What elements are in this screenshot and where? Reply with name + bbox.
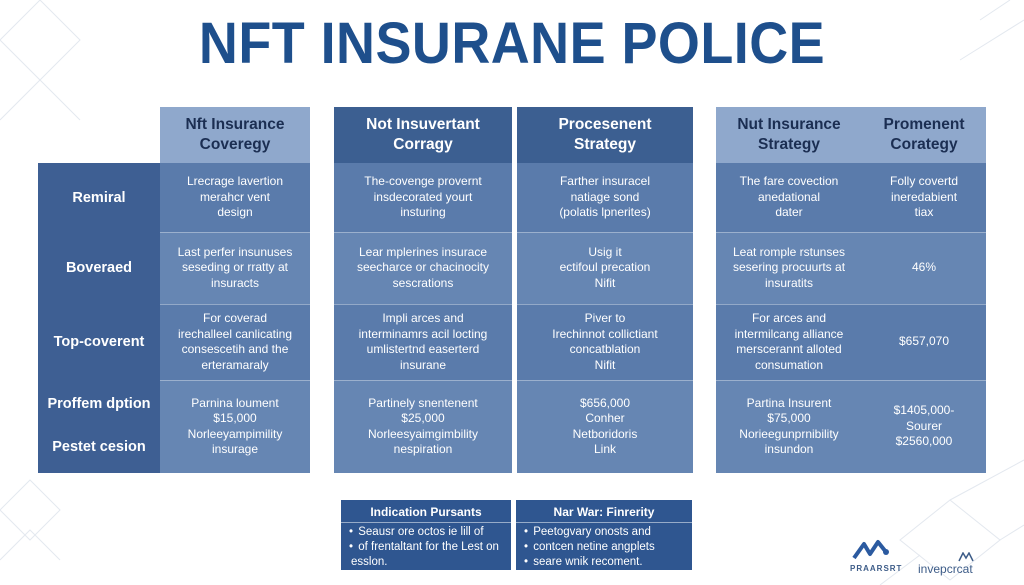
cell-line: insurane	[399, 357, 447, 372]
cell-line: Lear mplerines insurace	[358, 244, 488, 259]
bullet: •	[524, 526, 532, 538]
row-label: Proffem dption	[47, 396, 151, 412]
info-box-title: Nar War: Finrerity	[553, 505, 655, 519]
info-box-line-text: of frentaltant for the Lest on	[358, 541, 499, 553]
cell-line: Piver to	[584, 311, 626, 325]
cell-line: Lrecrage lavertion	[186, 174, 284, 189]
table-cell	[517, 380, 693, 473]
cell-line: Usig it	[588, 244, 622, 259]
cell-line: consescetih and the	[181, 342, 289, 356]
cell-line: insturing	[400, 205, 446, 220]
cell-line: Parnina loument	[191, 395, 279, 410]
cell-line: Partina Insurent	[746, 395, 832, 410]
cell-line: insurage	[211, 442, 259, 456]
info-box-line	[349, 525, 507, 540]
bullet: •	[349, 541, 357, 553]
info-box-line	[349, 555, 507, 570]
cell-line: ineredabient	[890, 189, 958, 204]
cell-line: sescrations	[392, 275, 454, 290]
row-divider	[862, 232, 986, 233]
row-divider	[517, 304, 693, 305]
cell-line: concatblation	[569, 342, 641, 356]
row-divider	[160, 304, 310, 305]
cell-line: Link	[593, 442, 616, 456]
cell-line: Leat romple rstunses	[732, 244, 846, 259]
row-divider	[517, 380, 693, 381]
cell-line: For coverad	[202, 311, 268, 325]
table-cell	[334, 232, 512, 304]
table-cell	[716, 232, 862, 304]
cell-line: $656,000	[579, 395, 631, 410]
row-divider	[334, 232, 512, 233]
column-header-line: Nut Insurance	[737, 116, 841, 133]
cell-line: insdecorated yourt	[373, 189, 473, 204]
row-label: Top-coverent	[53, 334, 145, 350]
cell-line: Impli arces and	[382, 311, 464, 325]
table-cell	[160, 163, 310, 232]
row-divider	[716, 304, 862, 305]
info-box-line-text: seare wnik recoment.	[533, 556, 643, 568]
cell-line: For arces and	[751, 311, 827, 325]
cell-line: Farther insuracel	[559, 174, 651, 189]
table-cell	[862, 163, 986, 232]
cell-line: dater	[775, 205, 803, 220]
column-header-line: Not Insuvertant	[366, 116, 480, 133]
column-header-line: Coveregy	[199, 136, 271, 153]
column-header-line: Procesenent	[558, 116, 652, 133]
column-header	[862, 107, 986, 163]
cell-line: insundon	[764, 442, 814, 456]
cell-line: intermilcang alliance	[734, 326, 844, 341]
info-box-line-text: esslon.	[351, 556, 388, 568]
column-header	[334, 107, 512, 163]
cell-line: 46%	[911, 260, 937, 275]
column-header	[160, 107, 310, 163]
cell-line: Norleesyaimgimbility	[367, 426, 479, 441]
column-header-line: Promenent	[883, 116, 965, 133]
bullet: •	[524, 541, 532, 553]
cell-line: $2560,000	[895, 434, 953, 449]
cell-line: natiage sond	[570, 189, 640, 204]
cell-line: design	[217, 205, 253, 220]
cell-line: $25,000	[401, 411, 445, 425]
cell-line: Last perfer insunuses	[177, 244, 293, 259]
cell-line: erteramaraly	[201, 357, 269, 372]
cell-line: $75,000	[767, 411, 811, 425]
cell-line: Norieegunprnibility	[739, 426, 839, 441]
table-cell	[517, 163, 693, 232]
info-box-line-text: contcen netine angplets	[533, 541, 655, 553]
partner-logo-icon	[958, 552, 974, 562]
cell-line: Conher	[585, 411, 625, 425]
cell-line: seseding or rratty at	[181, 260, 289, 275]
row-label: Boveraed	[65, 260, 133, 276]
cell-line: seecharce or chacinocity	[356, 260, 490, 275]
cell-line: insuratits	[764, 275, 814, 290]
cell-line: merahcr vent	[199, 189, 271, 204]
info-box-line	[524, 525, 688, 540]
row-divider	[862, 304, 986, 305]
row-divider	[160, 380, 310, 381]
cell-line: ectifoul precation	[559, 260, 651, 275]
cell-line: Nifit	[594, 275, 616, 290]
table-cell	[160, 232, 310, 304]
table-cell	[862, 380, 986, 473]
row-divider	[160, 232, 310, 233]
row-divider	[334, 304, 512, 305]
cell-line: insuracts	[210, 275, 260, 290]
cell-line: The fare covection	[739, 174, 839, 189]
cell-line: The-covenge provernt	[364, 174, 482, 189]
column-header-line: Strategy	[573, 136, 637, 153]
cell-line: tiax	[914, 205, 934, 220]
column-header-line: Nft Insurance	[185, 116, 285, 133]
row-divider	[716, 232, 862, 233]
column-header-line: Corragy	[393, 136, 453, 153]
cell-line: Partinely snentenent	[368, 395, 478, 410]
cell-line: Folly covertd	[889, 174, 959, 189]
info-box-line	[524, 540, 688, 555]
column-header-line: Strategy	[757, 136, 821, 153]
cell-line: Sourer	[905, 418, 943, 433]
info-box-divider	[516, 522, 692, 523]
table-cell	[517, 232, 693, 304]
table-cell	[862, 304, 986, 380]
cell-line: $1405,000-	[893, 403, 955, 418]
info-box-line-text: Seausr ore octos ie lill of	[358, 526, 484, 538]
table-cell	[334, 163, 512, 232]
cell-line: nespiration	[393, 442, 453, 456]
cell-line: $657,070	[898, 334, 950, 349]
cell-line: Irechinnot collictiant	[552, 326, 658, 341]
table-cell	[334, 380, 512, 473]
table-cell	[862, 232, 986, 304]
info-box-title: Indication Pursants	[370, 505, 482, 519]
row-divider	[334, 380, 512, 381]
table-cell	[716, 380, 862, 473]
row-divider	[517, 232, 693, 233]
cell-line: Netboridoris	[572, 426, 638, 441]
cell-line: consumation	[754, 357, 824, 372]
column-header	[517, 107, 693, 163]
table-cell	[716, 304, 862, 380]
cell-line: irechalleel canlicating	[177, 326, 293, 341]
table-cell	[716, 163, 862, 232]
brand-logo-icon	[850, 538, 894, 564]
cell-line: Nifit	[594, 357, 616, 372]
row-divider	[716, 380, 862, 381]
bullet: •	[349, 526, 357, 538]
info-box-divider	[341, 522, 511, 523]
partner-logo-text: invepcrcat	[918, 562, 973, 576]
cell-line: Norleeyampimility	[187, 426, 283, 441]
row-label: Remiral	[72, 189, 126, 206]
cell-line: sesering procuurts at	[732, 260, 846, 275]
column-header-line: Corategy	[890, 136, 958, 153]
cell-line: anedational	[757, 189, 821, 204]
bullet: •	[524, 556, 532, 568]
row-label: Pestet cesion	[52, 438, 146, 455]
table-cell	[160, 380, 310, 473]
page-title: NFT INSURANE POLICE	[198, 11, 826, 76]
cell-line: (polatis lpnerites)	[559, 205, 651, 220]
table-cell	[160, 304, 310, 380]
cell-line: interminamrs acil locting	[358, 326, 488, 341]
brand-logo-text: PRAARSRT	[850, 564, 903, 573]
info-box-line	[349, 540, 507, 555]
cell-line: merscerannt alloted	[736, 342, 842, 356]
table-cell	[517, 304, 693, 380]
cell-line: $15,000	[213, 411, 257, 425]
cell-line: umlistertnd easerterd	[366, 342, 480, 356]
info-box-line	[524, 555, 688, 570]
column-header	[716, 107, 862, 163]
table-cell	[334, 304, 512, 380]
info-box-line-text: Peetogvary onosts and	[533, 526, 651, 538]
row-divider	[862, 380, 986, 381]
